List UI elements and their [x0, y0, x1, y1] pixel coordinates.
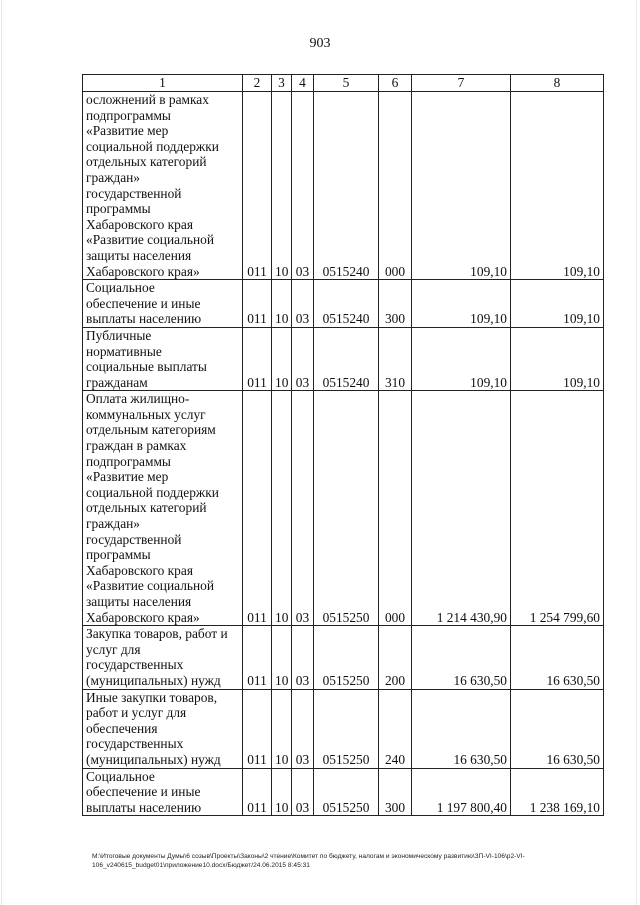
subsection-code: 03 — [292, 280, 314, 328]
column-header: 5 — [314, 75, 379, 92]
column-header: 4 — [292, 75, 314, 92]
amount-col8: 109,10 — [511, 92, 604, 280]
table-row — [83, 391, 604, 626]
section-code: 10 — [272, 327, 292, 390]
section-code: 10 — [272, 689, 292, 768]
amount-col7: 1 197 800,40 — [412, 768, 511, 816]
row-description: Закупка товаров, работ и услуг для государственных (муниципальных) нужд — [83, 626, 243, 689]
target-article-code: 0515250 — [314, 626, 379, 689]
amount-col7: 109,10 — [412, 92, 511, 280]
ministry-code: 011 — [243, 327, 272, 390]
ministry-code: 011 — [243, 280, 272, 328]
ministry-code: 011 — [243, 768, 272, 816]
target-article-code: 0515250 — [314, 768, 379, 816]
table-row — [83, 327, 604, 390]
amount-col8: 109,10 — [511, 280, 604, 328]
column-header: 8 — [511, 75, 604, 92]
subsection-code: 03 — [292, 391, 314, 626]
table-row — [83, 768, 604, 816]
expense-type-code: 310 — [379, 327, 412, 390]
amount-col7: 16 630,50 — [412, 626, 511, 689]
table-row — [83, 626, 604, 689]
column-header: 7 — [412, 75, 511, 92]
target-article-code: 0515250 — [314, 689, 379, 768]
expense-type-code: 300 — [379, 280, 412, 328]
subsection-code: 03 — [292, 327, 314, 390]
column-header: 3 — [272, 75, 292, 92]
column-header: 2 — [243, 75, 272, 92]
column-header: 1 — [83, 75, 243, 92]
amount-col7: 109,10 — [412, 327, 511, 390]
section-code: 10 — [272, 92, 292, 280]
ministry-code: 011 — [243, 391, 272, 626]
expense-type-code: 240 — [379, 689, 412, 768]
row-description: Публичные нормативные социальные выплаты гражданам — [83, 327, 243, 390]
amount-col8: 16 630,50 — [511, 689, 604, 768]
subsection-code: 03 — [292, 92, 314, 280]
amount-col7: 1 214 430,90 — [412, 391, 511, 626]
target-article-code: 0515240 — [314, 280, 379, 328]
row-description: осложнений в рамках подпрограммы «Развитие мер социальной поддержки отдельных категорий граждан» государственной программы Хабаровского края «Развитие социальной защиты населения Хабаровского края» — [83, 92, 243, 280]
amount-col7: 16 630,50 — [412, 689, 511, 768]
row-description: Оплата жилищно- коммунальных услуг отдельным категориям граждан в рамках подпрограммы «Развитие мер социальной поддержки отдельных категорий граждан» государственной программы Хабаровского края «Развитие социальной защиты населения Хабаровского края» — [83, 391, 243, 626]
subsection-code: 03 — [292, 689, 314, 768]
target-article-code: 0515240 — [314, 327, 379, 390]
row-description: Социальное обеспечение и иные выплаты населению — [83, 280, 243, 328]
table-header-row — [83, 75, 604, 92]
amount-col8: 1 254 799,60 — [511, 391, 604, 626]
ministry-code: 011 — [243, 689, 272, 768]
target-article-code: 0515240 — [314, 92, 379, 280]
subsection-code: 03 — [292, 768, 314, 816]
expense-type-code: 000 — [379, 391, 412, 626]
expense-type-code: 000 — [379, 92, 412, 280]
section-code: 10 — [272, 391, 292, 626]
amount-col8: 1 238 169,10 — [511, 768, 604, 816]
page-edge-left — [1, 0, 2, 905]
table-row — [83, 689, 604, 768]
column-header: 6 — [379, 75, 412, 92]
file-path-footer: M:\Итоговые документы Думы\6 созыв\Проекты\Законы\2 чтение\Комитет по бюджету, налогам и экономическому развитию\ЗП-VI-106\р2-VI-106_v240615_budget01\приложение10.docx/Бюджет/24.06.2015 8:45:31 — [92, 853, 525, 869]
amount-col8: 109,10 — [511, 327, 604, 390]
page-number: 903 — [309, 36, 331, 51]
amount-col7: 109,10 — [412, 280, 511, 328]
section-code: 10 — [272, 626, 292, 689]
section-code: 10 — [272, 768, 292, 816]
row-description: Иные закупки товаров, работ и услуг для обеспечения государственных (муниципальных) нужд — [83, 689, 243, 768]
table-row — [83, 280, 604, 328]
budget-table — [82, 74, 604, 816]
ministry-code: 011 — [243, 92, 272, 280]
table-row — [83, 92, 604, 280]
section-code: 10 — [272, 280, 292, 328]
row-description: Социальное обеспечение и иные выплаты населению — [83, 768, 243, 816]
amount-col8: 16 630,50 — [511, 626, 604, 689]
expense-type-code: 300 — [379, 768, 412, 816]
ministry-code: 011 — [243, 626, 272, 689]
target-article-code: 0515250 — [314, 391, 379, 626]
page-edge-right — [636, 0, 637, 905]
subsection-code: 03 — [292, 626, 314, 689]
expense-type-code: 200 — [379, 626, 412, 689]
